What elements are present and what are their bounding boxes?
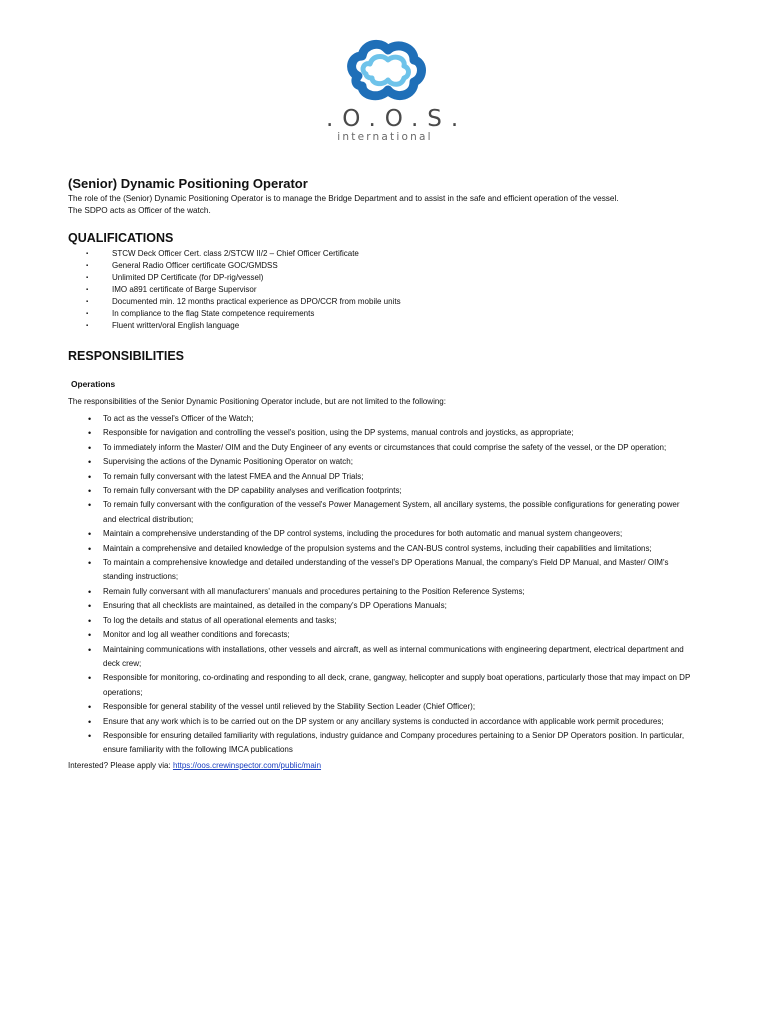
page-title: (Senior) Dynamic Positioning Operator bbox=[68, 176, 308, 191]
apply-line bbox=[68, 760, 698, 772]
responsibility-item: • To maintain a comprehensive knowledge and detailed understanding of the vessel's DP Operations Manual, the company's Field DP Manual, and Master/ OIM's standing instructions; bbox=[68, 556, 693, 585]
responsibility-item: • Maintain a comprehensive and detailed knowledge of the propulsion systems and the CAN-BUS control systems, including their capabilities and limitations; bbox=[68, 542, 693, 556]
company-logo bbox=[320, 38, 468, 150]
logo-subline: international bbox=[337, 131, 433, 143]
intro-text bbox=[68, 193, 698, 216]
responsibility-item: • To remain fully conversant with the configuration of the vessel's Power Management System, all ancillary systems, the possible configurations for generating power and electrical distribution; bbox=[68, 498, 693, 527]
responsibilities-heading: RESPONSIBILITIES bbox=[68, 349, 184, 363]
responsibility-item: • Maintaining communications with installations, other vessels and aircraft, as well as internal communications with engineering department, electrical department and deck crew; bbox=[68, 643, 693, 672]
responsibility-item: • To act as the vessel's Officer of the Watch; bbox=[68, 412, 693, 426]
responsibility-item: • Responsible for navigation and controlling the vessel's position, using the DP systems, manual controls and joysticks, as appropriate; bbox=[68, 426, 693, 440]
responsibility-item: • To immediately inform the Master/ OIM and the Duty Engineer of any events or circumstances that could comprise the safety of the vessel, or the DP operation; bbox=[68, 441, 693, 455]
apply-label: Interested? Please apply via: bbox=[68, 760, 173, 770]
cloud-logo-icon bbox=[344, 38, 426, 104]
intro-line-1: The role of the (Senior) Dynamic Positioning Operator is to manage the Bridge Department and to assist in the safe and efficient operation of the vessel. bbox=[68, 194, 619, 203]
responsibility-item: • Ensure that any work which is to be carried out on the DP system or any ancillary systems is conducted in accordance with applicable work permit procedures; bbox=[68, 715, 693, 729]
responsibility-item: • Maintain a comprehensive understanding of the DP control systems, including the procedures for both automatic and manual system changeovers; bbox=[68, 527, 693, 541]
responsibility-item: • Ensuring that all checklists are maintained, as detailed in the company's DP Operations Manuals; bbox=[68, 599, 693, 613]
responsibilities-lead: The responsibilities of the Senior Dynamic Positioning Operator include, but are not limited to the following: bbox=[68, 397, 446, 406]
apply-link[interactable]: https://oos.crewinspector.com/public/main bbox=[172, 760, 322, 770]
operations-subheading: Operations bbox=[71, 379, 116, 389]
responsibility-item: • Monitor and log all weather conditions and forecasts; bbox=[68, 628, 693, 642]
job-description bbox=[68, 176, 698, 772]
responsibility-item: • Remain fully conversant with all manufacturers' manuals and procedures pertaining to the Position Reference Systems; bbox=[68, 585, 693, 599]
responsibility-item: • To remain fully conversant with the DP capability analyses and verification footprints; bbox=[68, 484, 693, 498]
qualification-item: ▪ General Radio Officer certificate GOC/GMDSS bbox=[68, 260, 698, 272]
logo-wordmark: .O.O.S. bbox=[326, 106, 468, 132]
qualification-item: ▪ In compliance to the flag State competence requirements bbox=[68, 308, 698, 320]
qualifications-heading: QUALIFICATIONS bbox=[68, 231, 174, 245]
qualifications-list bbox=[68, 248, 698, 332]
responsibility-item: • To remain fully conversant with the latest FMEA and the Annual DP Trials; bbox=[68, 470, 693, 484]
responsibilities-list bbox=[68, 412, 698, 758]
responsibility-item: • Responsible for general stability of the vessel until relieved by the Stability Section Leader (Chief Officer); bbox=[68, 700, 693, 714]
qualification-item: ▪ Documented min. 12 months practical experience as DPO/CCR from mobile units bbox=[68, 296, 698, 308]
qualification-item: ▪ STCW Deck Officer Cert. class 2/STCW II/2 – Chief Officer Certificate bbox=[68, 248, 698, 260]
qualification-item: ▪ Unlimited DP Certificate (for DP-rig/vessel) bbox=[68, 272, 698, 284]
qualification-item: ▪ IMO a891 certificate of Barge Supervisor bbox=[68, 284, 698, 296]
responsibility-item: • Responsible for ensuring detailed familiarity with regulations, industry guidance and Company procedures pertaining to a Senior DP Operators position. In particular, ensure familiarity with the following IMCA publications bbox=[68, 729, 693, 758]
responsibility-item: • Responsible for monitoring, co-ordinating and responding to all deck, crane, gangway, helicopter and supply boat operations, particularly those that may impact on DP operations; bbox=[68, 671, 693, 700]
intro-line-2: The SDPO acts as Officer of the watch. bbox=[68, 205, 211, 215]
responsibility-item: • To log the details and status of all operational elements and tasks; bbox=[68, 614, 693, 628]
qualification-item: ▪ Fluent written/oral English language bbox=[68, 320, 698, 332]
responsibility-item: • Supervising the actions of the Dynamic Positioning Operator on watch; bbox=[68, 455, 693, 469]
